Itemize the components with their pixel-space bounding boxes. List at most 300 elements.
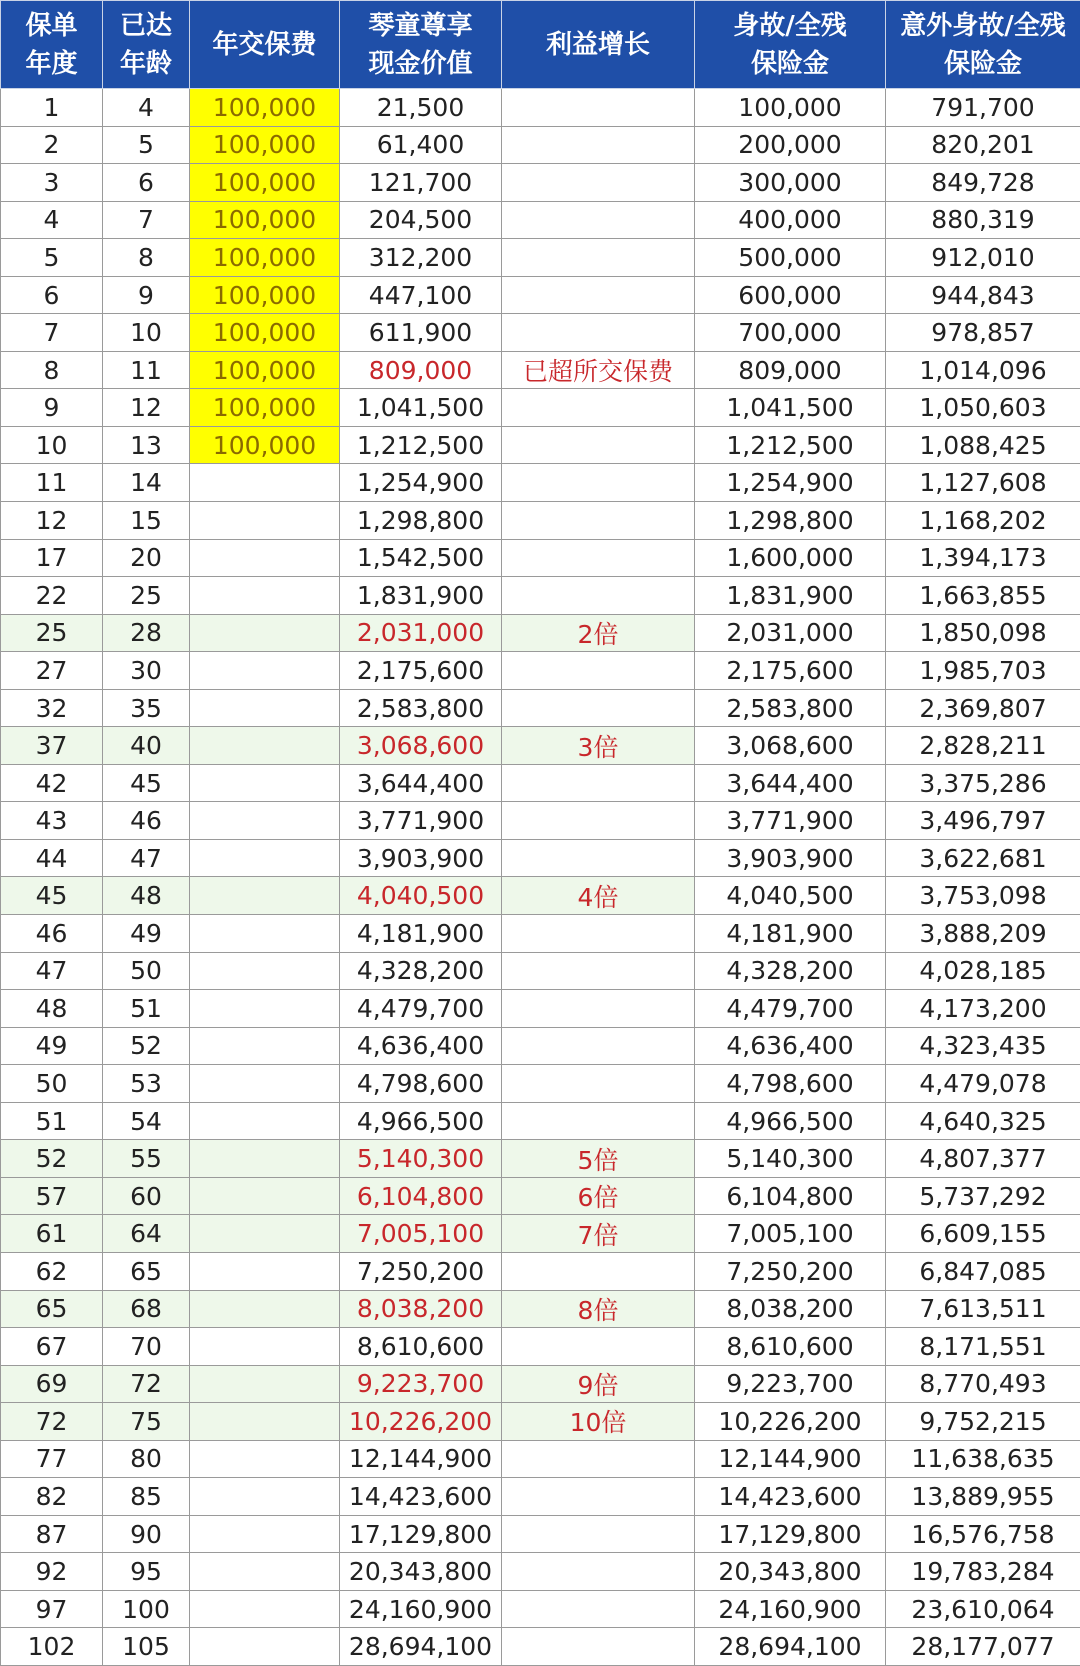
- table-row: [1, 877, 1080, 915]
- table-row: [1, 614, 1080, 652]
- cell-accidental-benefit: 1,014,096: [886, 351, 1080, 389]
- cell-growth: [502, 89, 695, 127]
- cell-policy-year: 5: [1, 239, 103, 277]
- header-line: 已达: [119, 10, 172, 41]
- cell-cash-value: 1,212,500: [340, 426, 502, 464]
- cell-accidental-benefit: 912,010: [886, 239, 1080, 277]
- cell-accidental-benefit: 1,985,703: [886, 652, 1080, 690]
- cell-accidental-benefit: 4,173,200: [886, 990, 1080, 1028]
- cell-age: 8: [103, 239, 190, 277]
- cell-cash-value: 4,328,200: [340, 952, 502, 990]
- cell-annual-premium: [190, 990, 340, 1028]
- cell-accidental-benefit: 19,783,284: [886, 1553, 1080, 1591]
- cell-growth: [502, 164, 695, 202]
- cell-policy-year: 17: [1, 539, 103, 577]
- cell-annual-premium: [190, 1590, 340, 1628]
- cell-death-benefit: 4,181,900: [695, 915, 886, 953]
- cell-cash-value: 4,798,600: [340, 1065, 502, 1103]
- cell-death-benefit: 1,212,500: [695, 426, 886, 464]
- cell-age: 90: [103, 1515, 190, 1553]
- cell-accidental-benefit: 4,807,377: [886, 1140, 1080, 1178]
- cell-accidental-benefit: 23,610,064: [886, 1590, 1080, 1628]
- cell-cash-value: 21,500: [340, 89, 502, 127]
- cell-age: 13: [103, 426, 190, 464]
- table-row: [1, 1140, 1080, 1178]
- cell-death-benefit: 300,000: [695, 164, 886, 202]
- cell-annual-premium: 100,000: [190, 89, 340, 127]
- table-row: [1, 276, 1080, 314]
- cell-age: 105: [103, 1628, 190, 1666]
- table-row: [1, 1027, 1080, 1065]
- table-row: [1, 1215, 1080, 1253]
- cell-cash-value: 2,175,600: [340, 652, 502, 690]
- cell-death-benefit: 2,175,600: [695, 652, 886, 690]
- table-row: [1, 164, 1080, 202]
- cell-accidental-benefit: 849,728: [886, 164, 1080, 202]
- cell-age: 85: [103, 1478, 190, 1516]
- cell-policy-year: 65: [1, 1290, 103, 1328]
- table-row: [1, 1252, 1080, 1290]
- cell-death-benefit: 8,610,600: [695, 1328, 886, 1366]
- cell-death-benefit: 7,250,200: [695, 1252, 886, 1290]
- cell-accidental-benefit: 1,394,173: [886, 539, 1080, 577]
- cell-annual-premium: [190, 1027, 340, 1065]
- cell-cash-value: 4,636,400: [340, 1027, 502, 1065]
- table-row: [1, 1590, 1080, 1628]
- cell-cash-value: 1,298,800: [340, 502, 502, 540]
- cell-policy-year: 72: [1, 1403, 103, 1441]
- table-row: [1, 1478, 1080, 1516]
- cell-policy-year: 8: [1, 351, 103, 389]
- table-row: [1, 1065, 1080, 1103]
- cell-growth: [502, 689, 695, 727]
- cell-growth: [502, 915, 695, 953]
- cell-policy-year: 9: [1, 389, 103, 427]
- cell-age: 75: [103, 1403, 190, 1441]
- table-row: [1, 652, 1080, 690]
- cell-annual-premium: [190, 1065, 340, 1103]
- cell-policy-year: 92: [1, 1553, 103, 1591]
- table-row: [1, 727, 1080, 765]
- cell-age: 40: [103, 727, 190, 765]
- cell-annual-premium: 100,000: [190, 276, 340, 314]
- cell-age: 4: [103, 89, 190, 127]
- cell-accidental-benefit: 4,479,078: [886, 1065, 1080, 1103]
- cell-accidental-benefit: 1,127,608: [886, 464, 1080, 502]
- cell-age: 64: [103, 1215, 190, 1253]
- table-row: [1, 351, 1080, 389]
- header-line: 保险金: [943, 48, 1022, 79]
- cell-growth: [502, 764, 695, 802]
- cell-growth: [502, 1515, 695, 1553]
- cell-death-benefit: 700,000: [695, 314, 886, 352]
- cell-annual-premium: [190, 1290, 340, 1328]
- cell-growth: 3倍: [502, 727, 695, 765]
- cell-age: 30: [103, 652, 190, 690]
- cell-growth: 5倍: [502, 1140, 695, 1178]
- cell-annual-premium: [190, 952, 340, 990]
- cell-annual-premium: [190, 1252, 340, 1290]
- cell-accidental-benefit: 4,028,185: [886, 952, 1080, 990]
- cell-death-benefit: 3,068,600: [695, 727, 886, 765]
- cell-age: 14: [103, 464, 190, 502]
- cell-annual-premium: 100,000: [190, 351, 340, 389]
- cell-growth: [502, 539, 695, 577]
- cell-growth: [502, 126, 695, 164]
- cell-growth: [502, 1252, 695, 1290]
- cell-policy-year: 82: [1, 1478, 103, 1516]
- cell-annual-premium: [190, 539, 340, 577]
- header-growth: [502, 1, 695, 89]
- cell-cash-value: 17,129,800: [340, 1515, 502, 1553]
- cell-cash-value: 8,038,200: [340, 1290, 502, 1328]
- cell-death-benefit: 20,343,800: [695, 1553, 886, 1591]
- table-row: [1, 1515, 1080, 1553]
- cell-policy-year: 22: [1, 577, 103, 615]
- cell-accidental-benefit: 978,857: [886, 314, 1080, 352]
- cell-death-benefit: 8,038,200: [695, 1290, 886, 1328]
- cell-death-benefit: 6,104,800: [695, 1177, 886, 1215]
- cell-growth: [502, 1628, 695, 1666]
- cell-death-benefit: 12,144,900: [695, 1440, 886, 1478]
- cell-policy-year: 27: [1, 652, 103, 690]
- cell-growth: 7倍: [502, 1215, 695, 1253]
- table-row: [1, 1328, 1080, 1366]
- header-line: 琴童尊享: [368, 10, 473, 41]
- cell-policy-year: 4: [1, 201, 103, 239]
- table-body: [1, 89, 1080, 1666]
- cell-growth: [502, 577, 695, 615]
- cell-annual-premium: [190, 464, 340, 502]
- cell-growth: [502, 652, 695, 690]
- table-row: [1, 577, 1080, 615]
- cell-death-benefit: 1,600,000: [695, 539, 886, 577]
- table-row: [1, 1553, 1080, 1591]
- cell-death-benefit: 28,694,100: [695, 1628, 886, 1666]
- cell-accidental-benefit: 1,088,425: [886, 426, 1080, 464]
- cell-policy-year: 7: [1, 314, 103, 352]
- cell-accidental-benefit: 1,168,202: [886, 502, 1080, 540]
- cell-accidental-benefit: 6,609,155: [886, 1215, 1080, 1253]
- cell-death-benefit: 4,798,600: [695, 1065, 886, 1103]
- cell-cash-value: 10,226,200: [340, 1403, 502, 1441]
- cell-accidental-benefit: 1,050,603: [886, 389, 1080, 427]
- cell-death-benefit: 2,031,000: [695, 614, 886, 652]
- table-row: [1, 689, 1080, 727]
- cell-death-benefit: 1,298,800: [695, 502, 886, 540]
- cell-death-benefit: 400,000: [695, 201, 886, 239]
- cell-death-benefit: 9,223,700: [695, 1365, 886, 1403]
- cell-growth: [502, 1328, 695, 1366]
- cell-annual-premium: 100,000: [190, 314, 340, 352]
- cell-age: 7: [103, 201, 190, 239]
- cell-death-benefit: 809,000: [695, 351, 886, 389]
- cell-policy-year: 43: [1, 802, 103, 840]
- cell-annual-premium: [190, 502, 340, 540]
- cell-death-benefit: 100,000: [695, 89, 886, 127]
- cell-death-benefit: 3,903,900: [695, 839, 886, 877]
- cell-policy-year: 69: [1, 1365, 103, 1403]
- cell-cash-value: 2,583,800: [340, 689, 502, 727]
- cell-growth: [502, 276, 695, 314]
- cell-policy-year: 47: [1, 952, 103, 990]
- cell-age: 50: [103, 952, 190, 990]
- cell-cash-value: 3,068,600: [340, 727, 502, 765]
- cell-growth: [502, 464, 695, 502]
- cell-growth: [502, 239, 695, 277]
- cell-death-benefit: 14,423,600: [695, 1478, 886, 1516]
- table-row: [1, 1290, 1080, 1328]
- cell-death-benefit: 4,479,700: [695, 990, 886, 1028]
- cell-policy-year: 49: [1, 1027, 103, 1065]
- cell-cash-value: 1,831,900: [340, 577, 502, 615]
- cell-age: 5: [103, 126, 190, 164]
- cell-age: 100: [103, 1590, 190, 1628]
- table-row: [1, 389, 1080, 427]
- cell-accidental-benefit: 3,888,209: [886, 915, 1080, 953]
- cell-age: 10: [103, 314, 190, 352]
- cell-accidental-benefit: 820,201: [886, 126, 1080, 164]
- cell-growth: 8倍: [502, 1290, 695, 1328]
- cell-annual-premium: 100,000: [190, 164, 340, 202]
- cell-growth: [502, 1065, 695, 1103]
- header-annual-premium: [190, 1, 340, 89]
- cell-accidental-benefit: 4,640,325: [886, 1102, 1080, 1140]
- table-row: [1, 990, 1080, 1028]
- cell-accidental-benefit: 8,770,493: [886, 1365, 1080, 1403]
- table-row: [1, 839, 1080, 877]
- cell-growth: [502, 990, 695, 1028]
- cell-cash-value: 3,644,400: [340, 764, 502, 802]
- cell-annual-premium: [190, 1403, 340, 1441]
- table-row: [1, 426, 1080, 464]
- cell-growth: [502, 502, 695, 540]
- cell-age: 20: [103, 539, 190, 577]
- cell-policy-year: 3: [1, 164, 103, 202]
- cell-policy-year: 50: [1, 1065, 103, 1103]
- cell-policy-year: 37: [1, 727, 103, 765]
- cell-annual-premium: [190, 1177, 340, 1215]
- table-row: [1, 915, 1080, 953]
- cell-cash-value: 7,005,100: [340, 1215, 502, 1253]
- cell-cash-value: 204,500: [340, 201, 502, 239]
- cell-accidental-benefit: 13,889,955: [886, 1478, 1080, 1516]
- cell-growth: [502, 952, 695, 990]
- cell-accidental-benefit: 3,622,681: [886, 839, 1080, 877]
- cell-death-benefit: 5,140,300: [695, 1140, 886, 1178]
- cell-policy-year: 87: [1, 1515, 103, 1553]
- cell-death-benefit: 3,771,900: [695, 802, 886, 840]
- cell-policy-year: 102: [1, 1628, 103, 1666]
- table-row: [1, 502, 1080, 540]
- cell-cash-value: 4,966,500: [340, 1102, 502, 1140]
- cell-policy-year: 6: [1, 276, 103, 314]
- cell-growth: [502, 314, 695, 352]
- cell-age: 80: [103, 1440, 190, 1478]
- cell-policy-year: 52: [1, 1140, 103, 1178]
- table-row: [1, 1177, 1080, 1215]
- cell-cash-value: 20,343,800: [340, 1553, 502, 1591]
- header-line: 年龄: [119, 48, 172, 79]
- cell-accidental-benefit: 6,847,085: [886, 1252, 1080, 1290]
- cell-annual-premium: [190, 764, 340, 802]
- cell-policy-year: 44: [1, 839, 103, 877]
- header-cash-value: [340, 1, 502, 89]
- cell-death-benefit: 7,005,100: [695, 1215, 886, 1253]
- cell-accidental-benefit: 8,171,551: [886, 1328, 1080, 1366]
- cell-accidental-benefit: 4,323,435: [886, 1027, 1080, 1065]
- cell-accidental-benefit: 791,700: [886, 89, 1080, 127]
- cell-age: 70: [103, 1328, 190, 1366]
- table-row: [1, 764, 1080, 802]
- header-line: 意外身故/全残: [900, 10, 1066, 41]
- table-row: [1, 314, 1080, 352]
- cell-growth: [502, 1027, 695, 1065]
- cell-cash-value: 6,104,800: [340, 1177, 502, 1215]
- cell-age: 52: [103, 1027, 190, 1065]
- cell-accidental-benefit: 944,843: [886, 276, 1080, 314]
- cell-death-benefit: 1,831,900: [695, 577, 886, 615]
- cell-cash-value: 1,542,500: [340, 539, 502, 577]
- cell-age: 46: [103, 802, 190, 840]
- table-row: [1, 539, 1080, 577]
- cell-growth: [502, 1478, 695, 1516]
- cell-cash-value: 8,610,600: [340, 1328, 502, 1366]
- cell-growth: 4倍: [502, 877, 695, 915]
- cell-policy-year: 25: [1, 614, 103, 652]
- cell-annual-premium: [190, 1102, 340, 1140]
- cell-death-benefit: 4,636,400: [695, 1027, 886, 1065]
- cell-annual-premium: [190, 1140, 340, 1178]
- cell-age: 9: [103, 276, 190, 314]
- cell-annual-premium: [190, 839, 340, 877]
- cell-annual-premium: 100,000: [190, 239, 340, 277]
- cell-accidental-benefit: 2,369,807: [886, 689, 1080, 727]
- table-row: [1, 1102, 1080, 1140]
- cell-death-benefit: 1,254,900: [695, 464, 886, 502]
- cell-policy-year: 11: [1, 464, 103, 502]
- table-row: [1, 1403, 1080, 1441]
- cell-accidental-benefit: 3,496,797: [886, 802, 1080, 840]
- cell-cash-value: 28,694,100: [340, 1628, 502, 1666]
- cell-growth: [502, 1590, 695, 1628]
- cell-accidental-benefit: 3,753,098: [886, 877, 1080, 915]
- cell-policy-year: 51: [1, 1102, 103, 1140]
- cell-cash-value: 7,250,200: [340, 1252, 502, 1290]
- cell-annual-premium: [190, 652, 340, 690]
- cell-growth: [502, 839, 695, 877]
- header-line: 年交保费: [212, 29, 317, 60]
- cell-policy-year: 10: [1, 426, 103, 464]
- cell-age: 47: [103, 839, 190, 877]
- table-row: [1, 1365, 1080, 1403]
- cell-cash-value: 9,223,700: [340, 1365, 502, 1403]
- cell-accidental-benefit: 5,737,292: [886, 1177, 1080, 1215]
- cell-growth: 6倍: [502, 1177, 695, 1215]
- cell-death-benefit: 4,040,500: [695, 877, 886, 915]
- cell-cash-value: 24,160,900: [340, 1590, 502, 1628]
- cell-cash-value: 4,040,500: [340, 877, 502, 915]
- cell-policy-year: 77: [1, 1440, 103, 1478]
- cell-cash-value: 121,700: [340, 164, 502, 202]
- cell-policy-year: 61: [1, 1215, 103, 1253]
- cell-cash-value: 5,140,300: [340, 1140, 502, 1178]
- cell-death-benefit: 4,328,200: [695, 952, 886, 990]
- cell-age: 12: [103, 389, 190, 427]
- cell-cash-value: 12,144,900: [340, 1440, 502, 1478]
- header-age: [103, 1, 190, 89]
- cell-age: 65: [103, 1252, 190, 1290]
- header-line: 年度: [25, 48, 78, 79]
- cell-annual-premium: [190, 1515, 340, 1553]
- cell-annual-premium: [190, 1365, 340, 1403]
- cell-age: 15: [103, 502, 190, 540]
- cell-cash-value: 3,771,900: [340, 802, 502, 840]
- cell-growth: [502, 1440, 695, 1478]
- cell-annual-premium: [190, 577, 340, 615]
- cell-age: 60: [103, 1177, 190, 1215]
- cell-annual-premium: [190, 614, 340, 652]
- cell-policy-year: 12: [1, 502, 103, 540]
- cell-cash-value: 809,000: [340, 351, 502, 389]
- cell-annual-premium: [190, 802, 340, 840]
- cell-age: 55: [103, 1140, 190, 1178]
- cell-age: 95: [103, 1553, 190, 1591]
- cell-accidental-benefit: 9,752,215: [886, 1403, 1080, 1441]
- cell-cash-value: 1,041,500: [340, 389, 502, 427]
- cell-accidental-benefit: 1,663,855: [886, 577, 1080, 615]
- cell-growth: [502, 389, 695, 427]
- cell-accidental-benefit: 28,177,077: [886, 1628, 1080, 1666]
- cell-death-benefit: 3,644,400: [695, 764, 886, 802]
- header-death-benefit: [695, 1, 886, 89]
- cell-annual-premium: [190, 727, 340, 765]
- cell-age: 48: [103, 877, 190, 915]
- cell-age: 51: [103, 990, 190, 1028]
- cell-growth: [502, 426, 695, 464]
- cell-annual-premium: [190, 1440, 340, 1478]
- cell-accidental-benefit: 880,319: [886, 201, 1080, 239]
- cell-death-benefit: 1,041,500: [695, 389, 886, 427]
- cell-growth: [502, 1553, 695, 1591]
- cell-growth: 10倍: [502, 1403, 695, 1441]
- table-row: [1, 89, 1080, 127]
- cell-death-benefit: 2,583,800: [695, 689, 886, 727]
- cell-policy-year: 45: [1, 877, 103, 915]
- cell-accidental-benefit: 1,850,098: [886, 614, 1080, 652]
- cell-cash-value: 61,400: [340, 126, 502, 164]
- cell-policy-year: 32: [1, 689, 103, 727]
- cell-growth: [502, 802, 695, 840]
- cell-cash-value: 312,200: [340, 239, 502, 277]
- cell-policy-year: 48: [1, 990, 103, 1028]
- cell-age: 28: [103, 614, 190, 652]
- cell-annual-premium: [190, 689, 340, 727]
- cell-annual-premium: 100,000: [190, 389, 340, 427]
- table-row: [1, 201, 1080, 239]
- cell-annual-premium: [190, 1628, 340, 1666]
- cell-death-benefit: 200,000: [695, 126, 886, 164]
- cell-death-benefit: 10,226,200: [695, 1403, 886, 1441]
- cell-annual-premium: [190, 915, 340, 953]
- cell-cash-value: 3,903,900: [340, 839, 502, 877]
- table-row: [1, 1440, 1080, 1478]
- cell-annual-premium: 100,000: [190, 201, 340, 239]
- table-row: [1, 1628, 1080, 1666]
- cell-age: 6: [103, 164, 190, 202]
- cell-death-benefit: 17,129,800: [695, 1515, 886, 1553]
- cell-annual-premium: 100,000: [190, 126, 340, 164]
